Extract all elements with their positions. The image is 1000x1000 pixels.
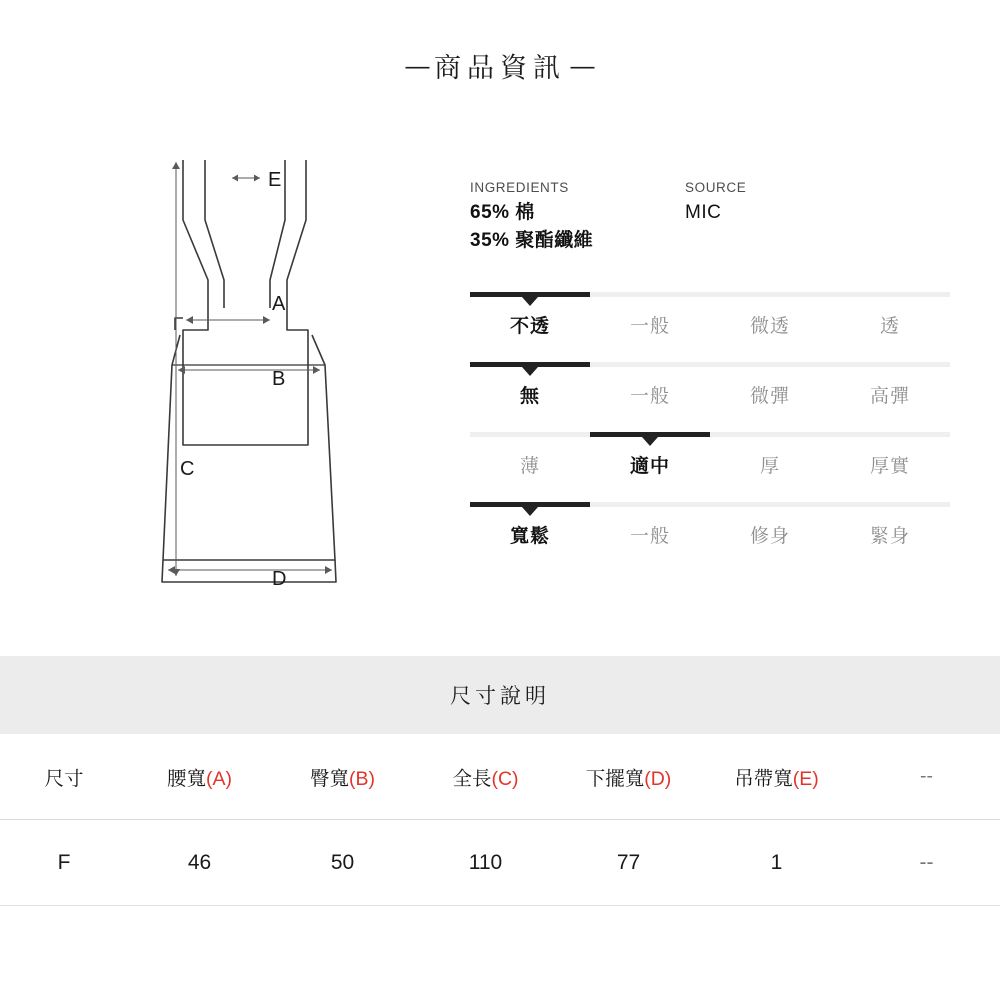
table-cell-extra: -- (919, 850, 934, 874)
scale-thickness (470, 432, 950, 502)
scale-option[interactable]: 高彈 (869, 386, 910, 407)
scale-option[interactable]: 厚 (759, 456, 780, 477)
size-table (0, 734, 1000, 906)
scale-option[interactable]: 薄 (519, 456, 540, 477)
marker-label-C: C (180, 458, 195, 480)
scale-track (470, 292, 950, 297)
scale-option[interactable]: 一般 (629, 386, 670, 407)
attribute-scales (470, 292, 950, 572)
scale-track (470, 432, 950, 437)
page-header (0, 46, 1000, 85)
scale-option[interactable]: 無 (519, 386, 540, 407)
scale-marker-icon (522, 297, 538, 306)
table-cell-length: 110 (468, 850, 503, 874)
table-row (0, 820, 1000, 906)
garment-diagram (120, 130, 450, 630)
scale-option[interactable]: 不透 (509, 316, 550, 337)
marker-label-E: E (268, 169, 282, 191)
scale-option[interactable]: 寬鬆 (509, 526, 550, 547)
source-label: SOURCE (685, 180, 747, 195)
table-header-cell: 吊帶寬(E) (734, 767, 819, 790)
ingredient-line-2: 35% 聚酯纖維 (470, 229, 594, 251)
scale-option[interactable]: 微彈 (749, 386, 790, 407)
scale-track (470, 502, 950, 507)
header-dash-left: — (405, 53, 430, 80)
marker-label-D: D (272, 568, 287, 590)
header-dash-right: — (570, 53, 595, 80)
marker-label-B: B (272, 368, 286, 390)
table-cell-strap: 1 (770, 850, 783, 874)
source-value: MIC (685, 202, 722, 223)
scale-option[interactable]: 一般 (629, 316, 670, 337)
size-description-band (0, 656, 1000, 734)
scale-transparency (470, 292, 950, 362)
scale-option[interactable]: 修身 (749, 526, 790, 547)
size-description-title: 尺寸說明 (450, 685, 550, 708)
ingredients-source-block (470, 180, 950, 254)
ingredients-label: INGREDIENTS (470, 180, 569, 195)
table-header-cell: -- (920, 765, 933, 787)
table-cell-hip: 50 (330, 850, 355, 874)
table-cell-hem: 77 (616, 850, 641, 874)
ingredient-line-1: 65% 棉 (470, 202, 535, 223)
scale-marker-icon (522, 367, 538, 376)
table-header-cell: 下擺寬(D) (585, 767, 672, 790)
table-cell-waist: 46 (187, 850, 212, 874)
table-header-cell: 臀寬(B) (309, 767, 375, 790)
scale-option[interactable]: 適中 (629, 456, 670, 477)
table-header-cell: 全長(C) (452, 767, 519, 790)
scale-option[interactable]: 緊身 (869, 526, 910, 547)
table-header-cell: 尺寸 (44, 767, 84, 790)
table-header-row (0, 734, 1000, 820)
scale-fit (470, 502, 950, 572)
scale-option[interactable]: 厚實 (869, 456, 910, 477)
scale-option[interactable]: 微透 (749, 316, 790, 337)
marker-label-A: A (272, 293, 286, 315)
scale-elasticity (470, 362, 950, 432)
page-title: 商品資訊 (434, 53, 566, 83)
scale-option[interactable]: 一般 (629, 526, 670, 547)
scale-track (470, 362, 950, 367)
table-header-cell: 腰寬(A) (166, 767, 232, 790)
table-cell-size: F (57, 850, 71, 874)
scale-marker-icon (642, 437, 658, 446)
garment-diagram-svg (120, 130, 450, 630)
scale-option[interactable]: 透 (879, 316, 900, 337)
scale-marker-icon (522, 507, 538, 516)
